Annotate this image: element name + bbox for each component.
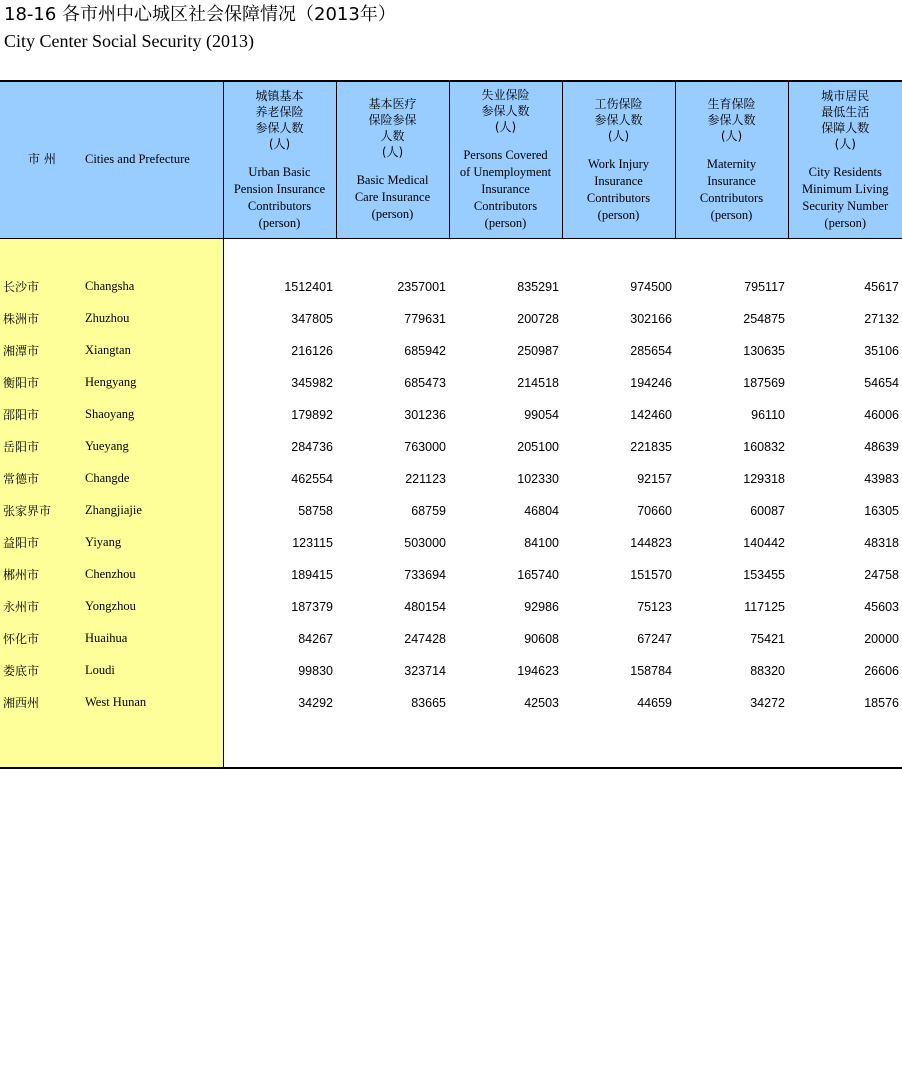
city-name-cn: 娄底市 [0, 655, 85, 687]
page-title-en: City Center Social Security (2013) [4, 31, 254, 51]
spacer-cell [223, 719, 336, 768]
header-en-line: City Residents [808, 164, 882, 179]
header-en-line: Urban Basic [248, 164, 311, 179]
header-col-en [450, 147, 562, 232]
value-cell: 347805 [291, 311, 333, 326]
header-col-5 [675, 81, 788, 238]
header-col-en [676, 156, 788, 224]
spacer-cell [85, 719, 223, 768]
city-name-en: Hengyang [85, 367, 223, 399]
header-col-cn [224, 88, 336, 152]
value-cell: 187569 [743, 375, 785, 390]
value-cell: 160832 [743, 439, 785, 454]
header-col-en [563, 156, 675, 224]
header-cn-line: 参保人数 [707, 112, 756, 127]
header-col-4 [562, 81, 675, 238]
value-cell: 285654 [630, 343, 672, 358]
header-cn-line: (人) [381, 145, 404, 160]
social-security-table [0, 80, 902, 769]
value-cell: 68759 [411, 503, 446, 518]
header-cn-line: 生育保险 [707, 96, 756, 111]
value-cell: 99054 [524, 407, 559, 422]
value-cell: 165740 [517, 567, 559, 582]
value-cell: 92986 [524, 599, 559, 614]
value-cell: 189415 [291, 567, 333, 582]
value-cell: 194246 [630, 375, 672, 390]
spacer-cell [788, 238, 902, 271]
value-cell: 48639 [864, 439, 899, 454]
table-row [0, 399, 902, 431]
spacer-cell [223, 238, 336, 271]
header-col-3 [449, 81, 562, 238]
value-cell: 45617 [864, 279, 899, 294]
value-cell: 179892 [291, 407, 333, 422]
value-cell: 503000 [404, 535, 446, 550]
header-cn-line: (人) [494, 120, 517, 135]
city-name-cn: 株洲市 [0, 303, 85, 335]
city-name-en: Shaoyang [85, 399, 223, 431]
header-col-6 [788, 81, 902, 238]
header-en-line: Contributors [699, 190, 764, 205]
value-cell: 835291 [517, 279, 559, 294]
spacer-cell [449, 719, 562, 768]
city-name-en: Changde [85, 463, 223, 495]
header-cn-line: 保障人数 [821, 120, 870, 135]
value-cell: 974500 [630, 279, 672, 294]
value-cell: 685473 [404, 375, 446, 390]
city-name-cn: 张家界市 [0, 495, 85, 527]
value-cell: 144823 [630, 535, 672, 550]
header-en-line: Security Number [802, 198, 889, 213]
header-cn-line: 参保人数 [481, 104, 530, 119]
page-title-cn: 18-16 各市州中心城区社会保障情况（2013年） [4, 4, 396, 25]
header-en-line: (person) [258, 215, 301, 230]
value-cell: 733694 [404, 567, 446, 582]
value-cell: 102330 [517, 471, 559, 486]
header-en-line: (person) [371, 207, 414, 222]
header-col-2 [336, 81, 449, 238]
spacer-cell [675, 719, 788, 768]
value-cell: 247428 [404, 631, 446, 646]
value-cell: 43983 [864, 471, 899, 486]
value-cell: 42503 [524, 695, 559, 710]
value-cell: 16305 [864, 503, 899, 518]
table-row [0, 303, 902, 335]
header-col-cn [676, 96, 788, 144]
value-cell: 34292 [298, 695, 333, 710]
city-name-en: Zhuzhou [85, 303, 223, 335]
value-cell: 92157 [637, 471, 672, 486]
header-col-en [337, 172, 449, 223]
header-cn-line: (人) [720, 128, 743, 143]
header-col-1 [223, 81, 336, 238]
value-cell: 779631 [404, 311, 446, 326]
city-name-en: Zhangjiajie [85, 495, 223, 527]
header-col-cn [337, 96, 449, 160]
spacer-cell [85, 238, 223, 271]
value-cell: 194623 [517, 663, 559, 678]
city-name-cn: 郴州市 [0, 559, 85, 591]
value-cell: 205100 [517, 439, 559, 454]
spacer-cell [562, 238, 675, 271]
header-en-line: Insurance [594, 173, 643, 188]
value-cell: 284736 [291, 439, 333, 454]
table-row [0, 623, 902, 655]
value-cell: 221835 [630, 439, 672, 454]
header-col-cn [450, 87, 562, 135]
city-name-cn: 怀化市 [0, 623, 85, 655]
header-en-line: Insurance [707, 173, 756, 188]
value-cell: 140442 [743, 535, 785, 550]
table-row [0, 271, 902, 303]
table-row [0, 687, 902, 719]
table-row [0, 367, 902, 399]
value-cell: 26606 [864, 663, 899, 678]
header-col-en [789, 164, 902, 232]
table-row [0, 527, 902, 559]
value-cell: 301236 [404, 407, 446, 422]
table-row [0, 495, 902, 527]
header-cn-line: 工伤保险 [594, 96, 643, 111]
value-cell: 302166 [630, 311, 672, 326]
header-col-cn [563, 96, 675, 144]
value-cell: 130635 [743, 343, 785, 358]
spacer-cell [0, 238, 85, 271]
table-row [0, 655, 902, 687]
city-name-en: Xiangtan [85, 335, 223, 367]
city-name-cn: 湘潭市 [0, 335, 85, 367]
value-cell: 151570 [630, 567, 672, 582]
header-cn-line: (人) [268, 136, 291, 151]
header-row [0, 81, 902, 238]
value-cell: 48318 [864, 535, 899, 550]
city-name-cn: 永州市 [0, 591, 85, 623]
value-cell: 44659 [637, 695, 672, 710]
value-cell: 20000 [864, 631, 899, 646]
spacer-cell [562, 719, 675, 768]
city-name-en: Changsha [85, 271, 223, 303]
header-cn-line: 参保人数 [255, 120, 304, 135]
table-row [0, 463, 902, 495]
spacer-cell [675, 238, 788, 271]
header-en-line: Maternity [706, 156, 757, 171]
value-cell: 117125 [744, 599, 785, 614]
value-cell: 46006 [864, 407, 899, 422]
value-cell: 123115 [292, 535, 333, 550]
header-cn-line: 城镇基本 [255, 88, 304, 103]
value-cell: 46804 [524, 503, 559, 518]
city-name-en: Chenzhou [85, 559, 223, 591]
header-cn-line: 保险参保 [368, 113, 417, 128]
header-en-line: (person) [710, 207, 753, 222]
city-name-en: Loudi [85, 655, 223, 687]
city-name-cn: 常德市 [0, 463, 85, 495]
table-row [0, 431, 902, 463]
spacer-cell [336, 719, 449, 768]
city-name-en: Yiyang [85, 527, 223, 559]
header-cn-line: 养老保险 [255, 104, 304, 119]
value-cell: 250987 [517, 343, 559, 358]
table-row [0, 591, 902, 623]
value-cell: 54654 [864, 375, 899, 390]
spacer-row [0, 238, 902, 271]
value-cell: 216126 [291, 343, 333, 358]
value-cell: 60087 [750, 503, 785, 518]
header-cn-line: 最低生活 [821, 104, 870, 119]
header-cn-line: (人) [834, 136, 856, 151]
city-name-cn: 邵阳市 [0, 399, 85, 431]
table-header [0, 81, 902, 238]
city-name-cn: 岳阳市 [0, 431, 85, 463]
value-cell: 187379 [291, 599, 333, 614]
header-city-en: Cities and Prefecture [85, 81, 223, 238]
value-cell: 45603 [864, 599, 899, 614]
header-en-line: of Unemployment [459, 165, 552, 180]
city-name-cn: 湘西州 [0, 687, 85, 719]
header-col-cn [789, 88, 902, 152]
value-cell: 27132 [864, 311, 899, 326]
city-name-en: West Hunan [85, 687, 223, 719]
value-cell: 221123 [405, 471, 446, 486]
header-cn-line: 参保人数 [594, 112, 643, 127]
value-cell: 58758 [298, 503, 333, 518]
value-cell: 84100 [524, 535, 559, 550]
city-name-en: Yueyang [85, 431, 223, 463]
value-cell: 75123 [637, 599, 672, 614]
city-name-en: Huaihua [85, 623, 223, 655]
header-cn-line: (人) [607, 128, 630, 143]
table-body [0, 238, 902, 768]
header-en-line: Minimum Living [802, 181, 889, 196]
value-cell: 214518 [517, 375, 559, 390]
spacer-cell [0, 719, 85, 768]
value-cell: 90608 [524, 631, 559, 646]
header-en-line: Care Insurance [354, 190, 431, 205]
header-cn-line: 失业保险 [481, 88, 530, 103]
city-name-cn: 益阳市 [0, 527, 85, 559]
value-cell: 34272 [750, 695, 785, 710]
city-name-cn: 长沙市 [0, 271, 85, 303]
header-en-line: (person) [824, 215, 867, 230]
value-cell: 795117 [744, 279, 785, 294]
header-en-line: Contributors [586, 190, 651, 205]
social-security-table-container [0, 80, 902, 769]
value-cell: 763000 [404, 439, 446, 454]
value-cell: 83665 [411, 695, 446, 710]
header-en-line: Contributors [473, 199, 538, 214]
value-cell: 1512401 [284, 279, 333, 294]
value-cell: 2357001 [397, 279, 446, 294]
city-name-en: Yongzhou [85, 591, 223, 623]
spacer-cell [336, 238, 449, 271]
value-cell: 462554 [291, 471, 333, 486]
value-cell: 323714 [404, 663, 446, 678]
header-cn-line: 基本医疗 [368, 97, 417, 112]
header-en-line: (person) [597, 207, 640, 222]
value-cell: 685942 [404, 343, 446, 358]
header-city-cn: 市 州 [0, 81, 85, 238]
value-cell: 18576 [864, 695, 899, 710]
table-row [0, 335, 902, 367]
value-cell: 153455 [743, 567, 785, 582]
city-name-cn: 衡阳市 [0, 367, 85, 399]
header-col-en [224, 164, 336, 232]
value-cell: 35106 [864, 343, 899, 358]
value-cell: 96110 [751, 407, 785, 422]
table-row [0, 559, 902, 591]
header-en-line: Work Injury [587, 156, 650, 171]
value-cell: 129318 [743, 471, 785, 486]
value-cell: 345982 [291, 375, 333, 390]
spacer-cell [449, 238, 562, 271]
value-cell: 24758 [864, 567, 899, 582]
header-en-line: Contributors [247, 198, 312, 213]
value-cell: 158784 [630, 663, 672, 678]
value-cell: 75421 [750, 631, 785, 646]
header-en-line: (person) [484, 216, 527, 231]
value-cell: 142460 [630, 407, 672, 422]
spacer-row [0, 719, 902, 768]
value-cell: 99830 [298, 663, 333, 678]
value-cell: 254875 [743, 311, 785, 326]
value-cell: 84267 [298, 631, 333, 646]
value-cell: 88320 [750, 663, 785, 678]
value-cell: 70660 [637, 503, 672, 518]
header-en-line: Insurance [481, 182, 530, 197]
spacer-cell [788, 719, 902, 768]
header-en-line: Basic Medical [356, 173, 429, 188]
header-en-line: Pension Insurance [233, 181, 326, 196]
header-cn-line: 城市居民 [821, 88, 870, 103]
value-cell: 480154 [404, 599, 446, 614]
header-en-line: Persons Covered [463, 148, 548, 163]
header-cn-line: 人数 [380, 129, 405, 144]
value-cell: 200728 [517, 311, 559, 326]
value-cell: 67247 [637, 631, 672, 646]
